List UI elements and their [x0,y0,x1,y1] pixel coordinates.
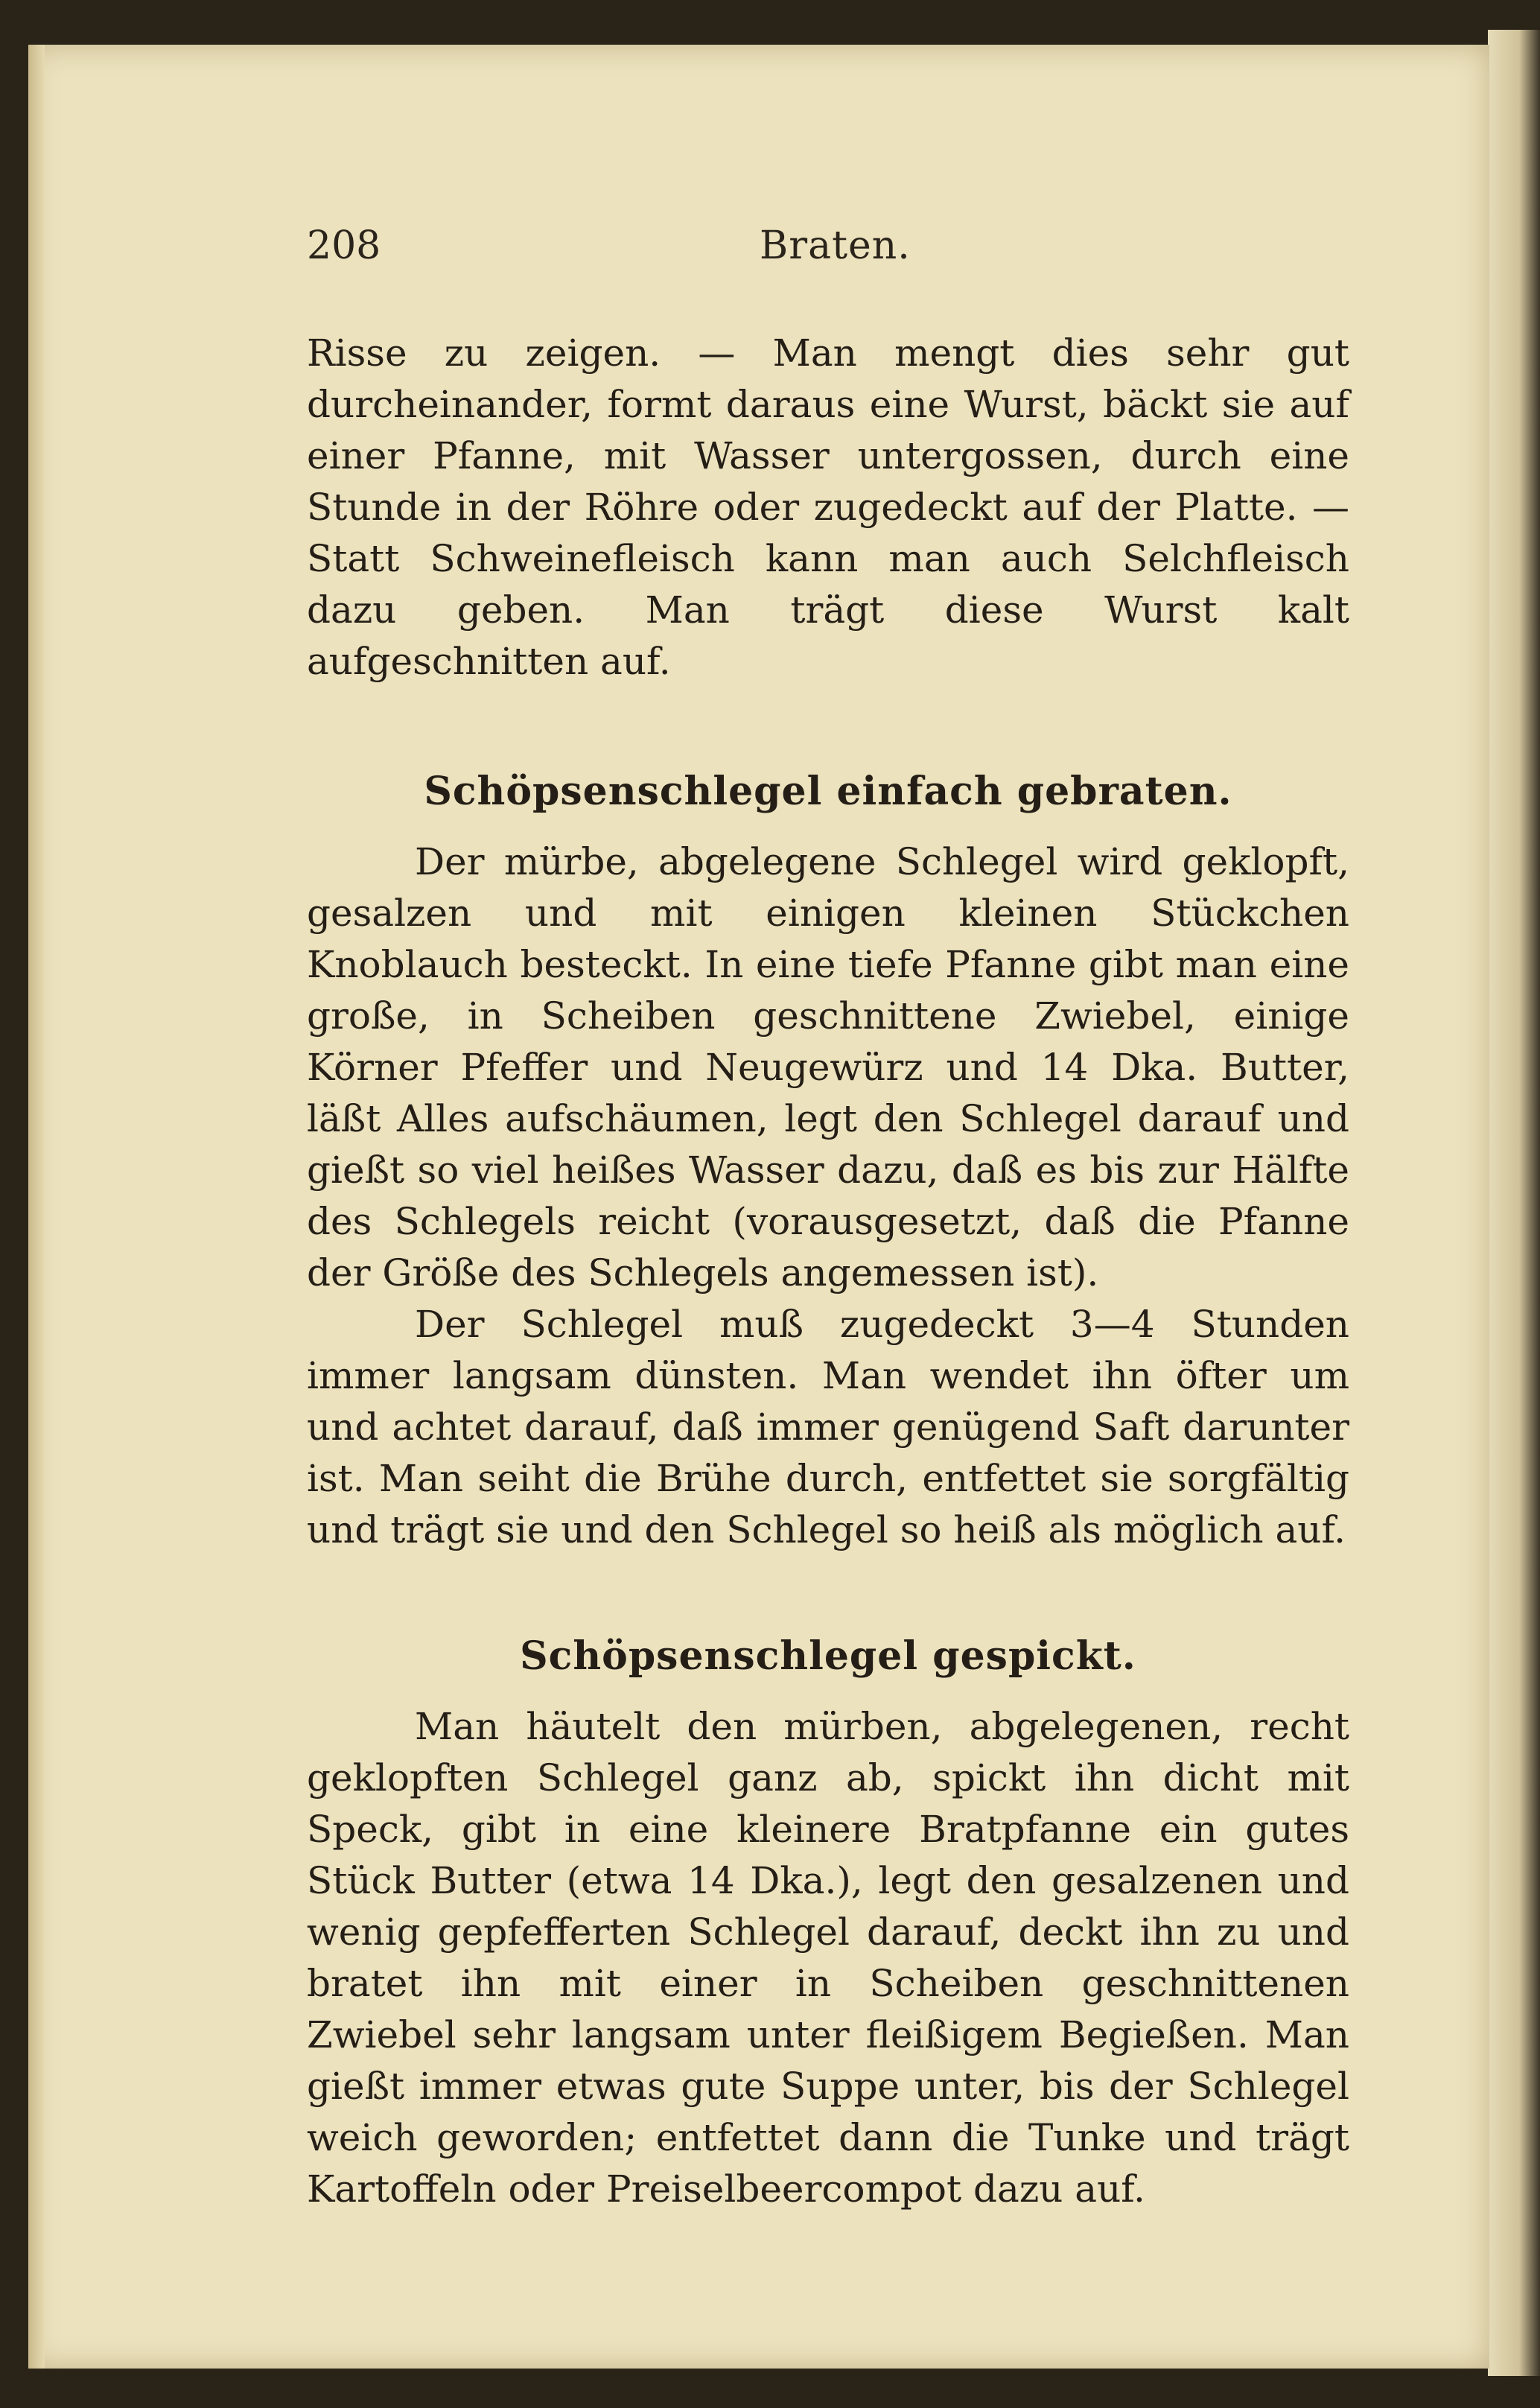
book-binding [1488,30,1540,2376]
section-title-einfach-gebraten: Schöpsenschlegel einfach gebraten. [424,769,1232,814]
page-edge [28,45,45,2369]
intro-paragraph: Risse zu zeigen. — Man mengt dies sehr gut durcheinander, formt daraus eine Wurst, bäckt sie auf einer Pfanne, mit Wasser untergossen, durch eine Stunde in der Röhre oder zugedeckt auf der Platte. — Statt Schweinefleisch kann man auch Selchfleisch dazu geben. Man trägt diese Wurst kalt aufgeschnitten auf. [307,331,1349,683]
page-number: 208 [307,223,381,268]
page-body [307,328,1349,2215]
section1-paragraph-2: Der Schlegel muß zugedeckt 3—4 Stunden immer langsam dünsten. Man wendet ihn öfter um und achtet darauf, daß immer genügend Saft darunter ist. Man seiht die Brühe durch, entfettet sie sorgfältig und trägt sie und den Schlegel so heiß als möglich auf. [307,1303,1349,1551]
running-title: Braten. [760,223,911,268]
section2-paragraph-1: Man häutelt den mürben, abgelegenen, recht geklopften Schlegel ganz ab, spickt ihn dicht mit Speck, gibt in eine kleinere Bratpfanne ein gutes Stück Butter (etwa 14 Dka.), legt den gesalzenen und wenig gepfefferten Schlegel darauf, deckt ihn zu und bratet ihn mit einer in Scheiben geschnittenen Zwiebel sehr langsam unter fleißigem Begießen. Man gießt immer etwas gute Suppe unter, bis der Schlegel weich geworden; entfettet dann die Tunke und trägt Kartoffeln oder Preiselbeercompot dazu auf. [307,1705,1349,2211]
section1-paragraph-1: Der mürbe, abgelegene Schlegel wird geklopft, gesalzen und mit einigen kleinen Stückchen Knoblauch besteckt. In eine tiefe Pfanne gibt man eine große, in Scheiben geschnittene Zwiebel, einige Körner Pfeffer und Neugewürz und 14 Dka. Butter, läßt Alles aufschäumen, legt den Schlegel darauf und gießt so viel heißes Wasser dazu, daß es bis zur Hälfte des Schlegels reicht (vorausgesetzt, daß die Pfanne der Größe des Schlegels angemessen ist). [307,840,1349,1294]
running-head [307,223,1349,283]
section-title-gespickt: Schöpsenschlegel gespickt. [520,1633,1136,1679]
